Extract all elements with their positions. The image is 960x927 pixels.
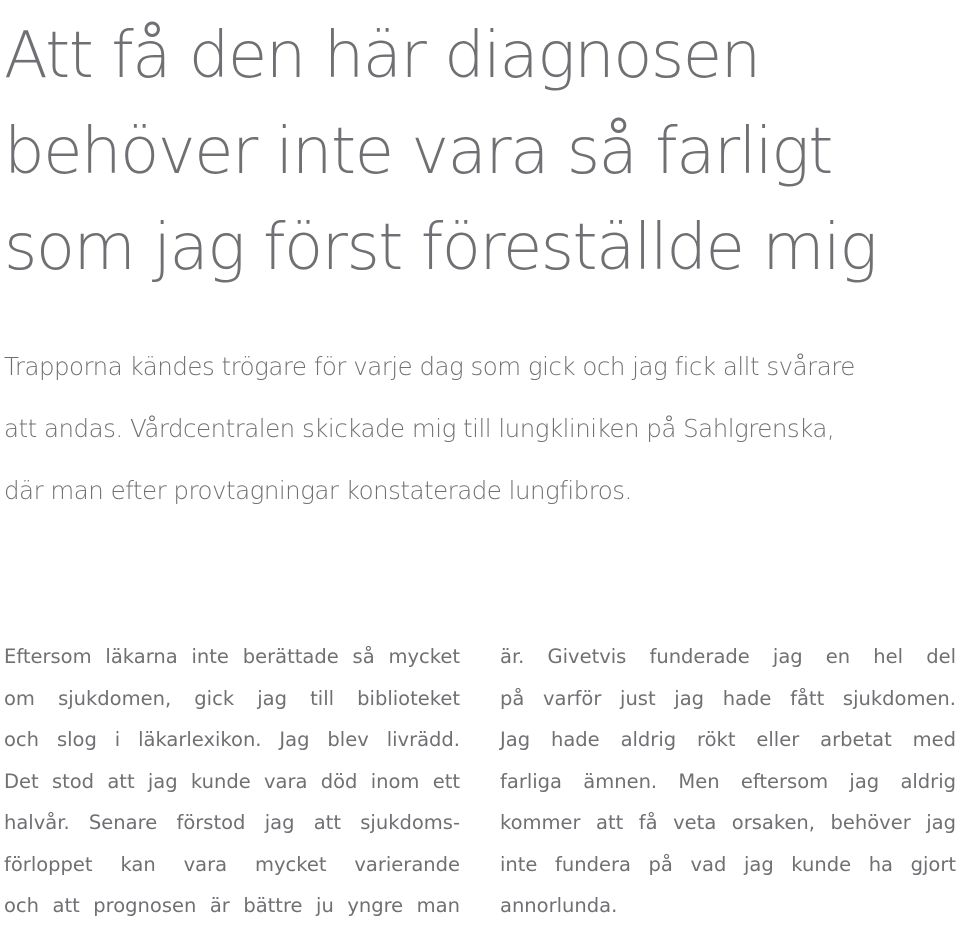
intro-paragraph xyxy=(4,336,956,522)
left-line-2: om sjukdomen, gick jag till biblioteket xyxy=(4,686,460,710)
right-line-4: farliga ämnen. Men eftersom jag aldrig xyxy=(500,769,956,793)
right-line-2: på varför just jag hade fått sjukdomen. xyxy=(500,686,956,710)
right-line-6: inte fundera på vad jag kunde ha gjort xyxy=(500,852,956,876)
left-line-7: och att prognosen är bättre ju yngre man xyxy=(4,894,460,917)
right-line-7: annorlunda. xyxy=(500,894,618,917)
left-line-4: Det stod att jag kunde vara död inom ett xyxy=(4,769,460,793)
left-line-6: förloppet kan vara mycket varierande xyxy=(4,852,460,876)
body-column-left xyxy=(4,636,460,927)
intro-line-2: att andas. Vårdcentralen skickade mig till lungkliniken på Sahlgrenska, xyxy=(4,414,835,443)
headline-line-1: Att få den här diagnosen xyxy=(4,19,760,93)
right-line-3: Jag hade aldrig rökt eller arbetat med xyxy=(500,728,956,751)
right-line-5: kommer att få veta orsaken, behöver jag xyxy=(500,811,956,834)
headline-line-3: som jag först föreställde mig xyxy=(4,211,877,285)
left-line-3: och slog i läkarlexikon. Jag blev livrädd. xyxy=(4,728,460,751)
headline-line-2: behöver inte vara så farligt xyxy=(4,115,832,189)
intro-line-1: Trapporna kändes trögare för varje dag som gick och jag fick allt svårare xyxy=(4,352,855,381)
left-line-5: halvår. Senare förstod jag att sjukdoms- xyxy=(4,811,460,834)
left-line-1: Eftersom läkarna inte berättade så mycket xyxy=(4,645,460,668)
headline xyxy=(4,8,954,296)
body-column-right xyxy=(500,636,956,927)
right-line-1: är. Givetvis funderade jag en hel del xyxy=(500,645,956,668)
intro-line-3: där man efter provtagningar konstaterade lungfibros. xyxy=(4,476,632,505)
